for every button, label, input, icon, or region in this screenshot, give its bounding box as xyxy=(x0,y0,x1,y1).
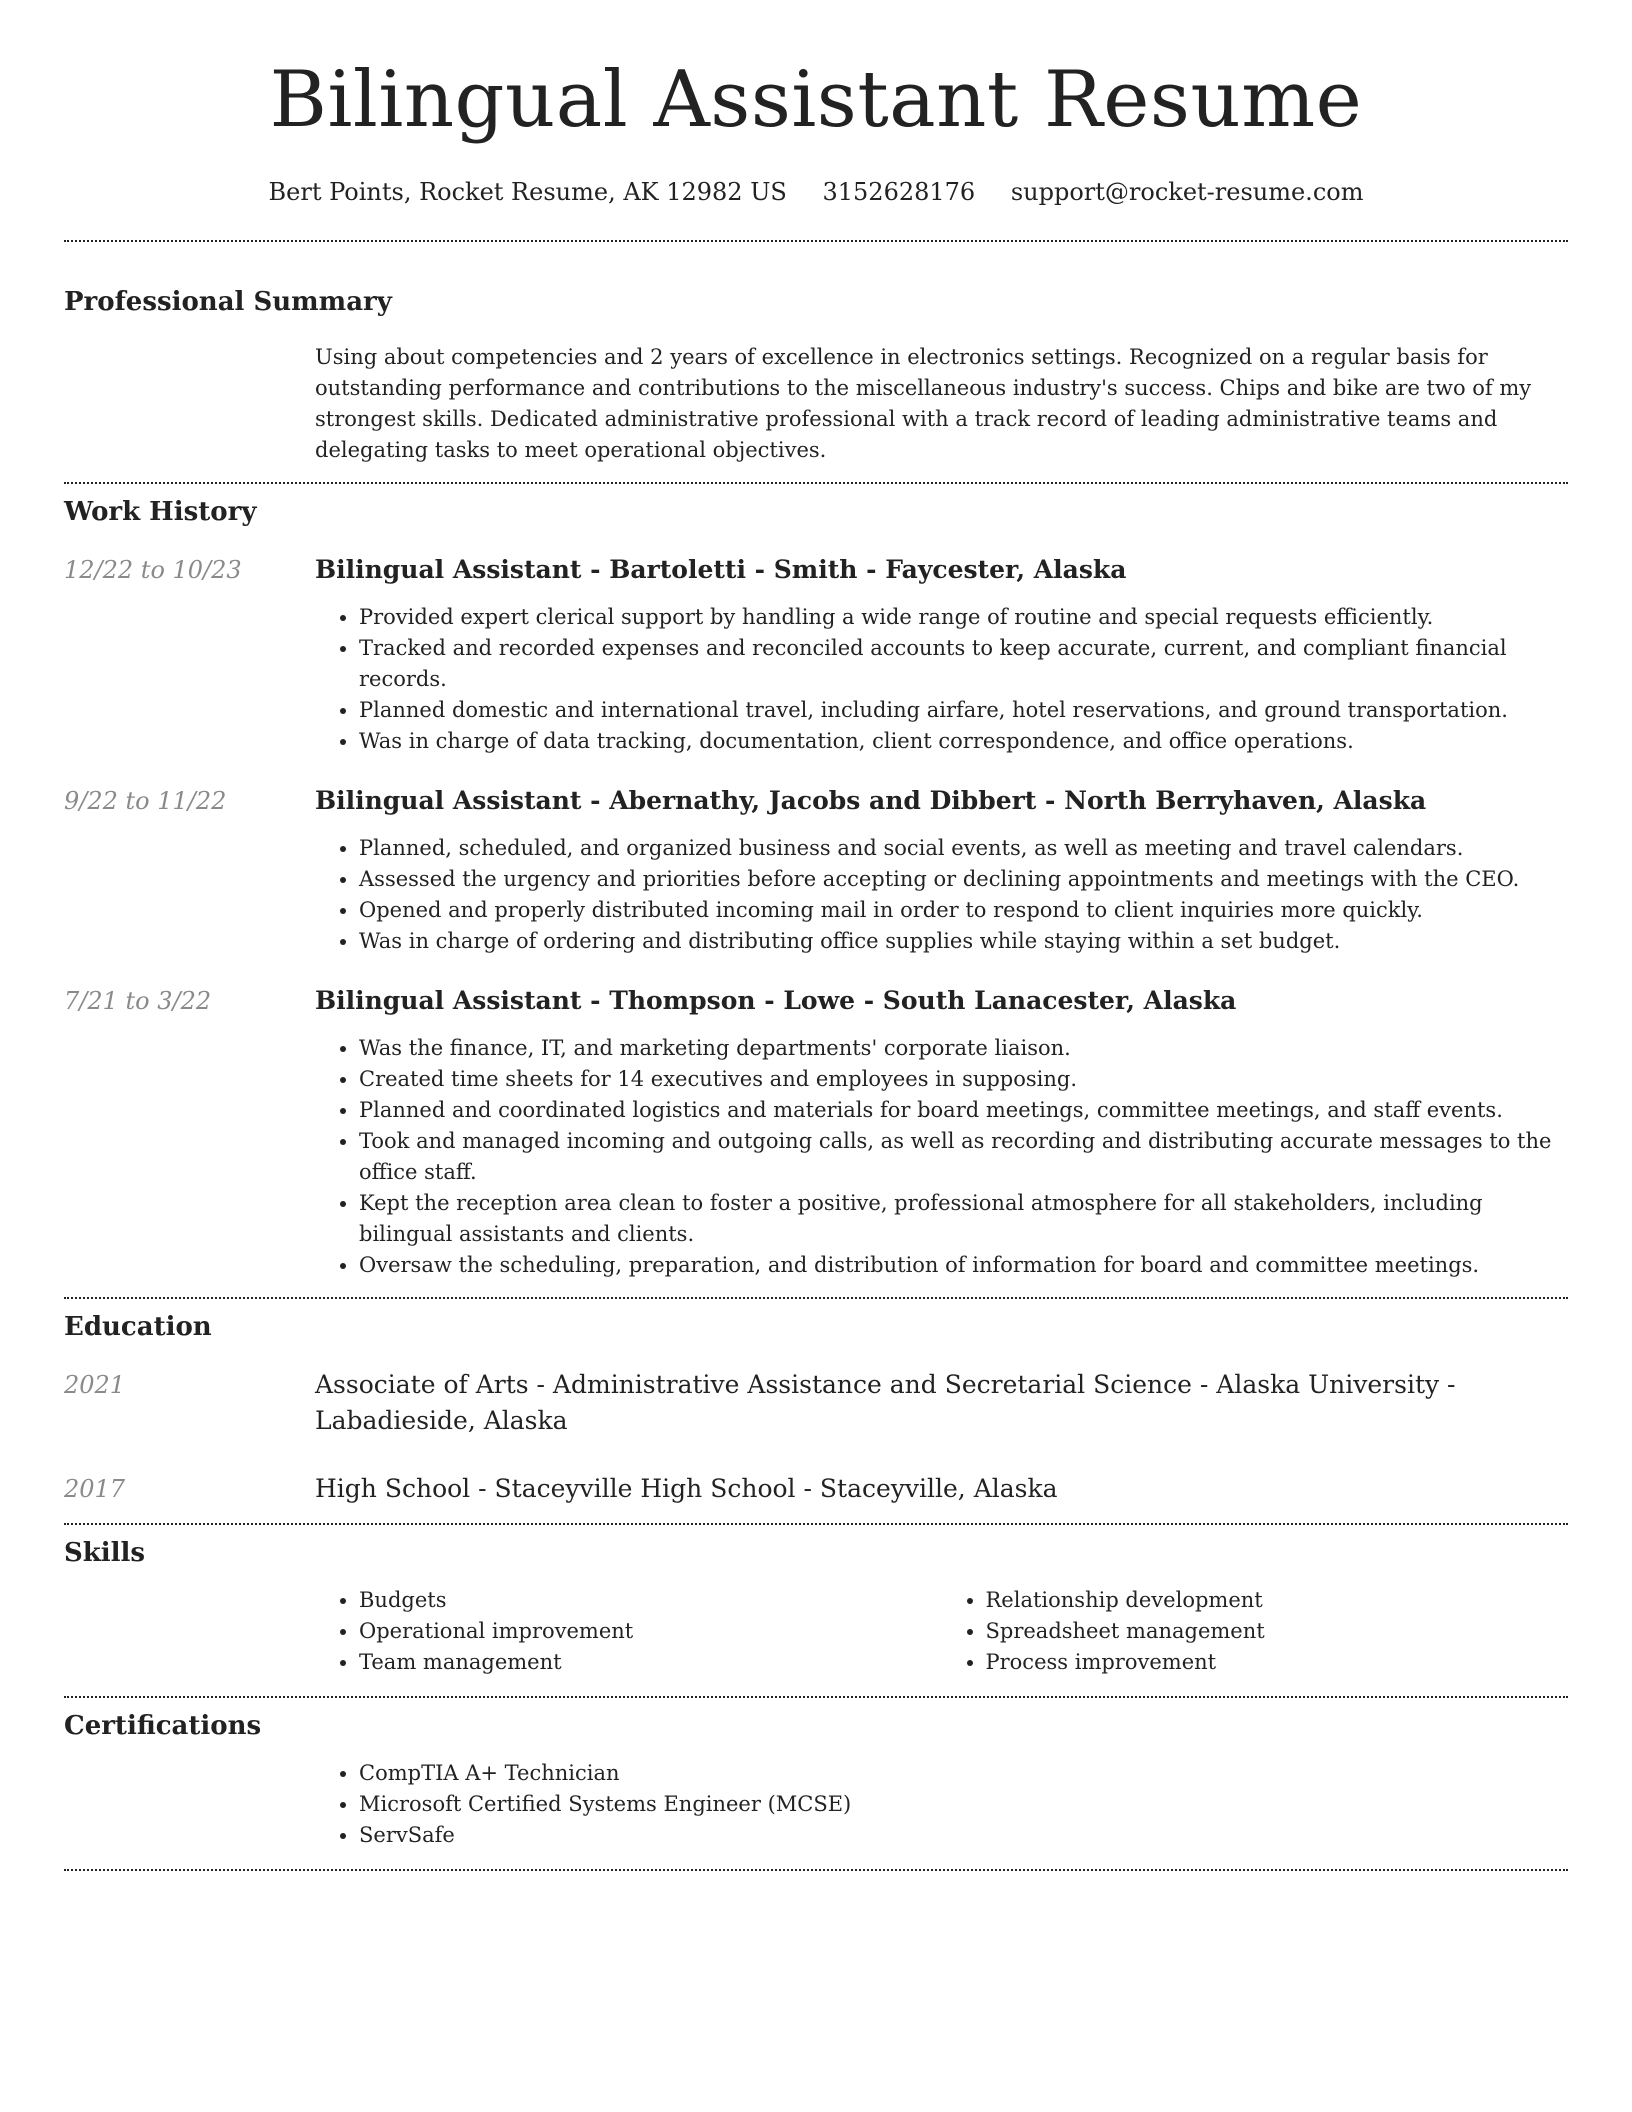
list-item: • Provided expert clerical support by handling a wide range of routine and special requests efficiently. xyxy=(359,602,1568,633)
contact-address: Bert Points, Rocket Resume, AK 12982 US xyxy=(268,178,787,206)
job-bullets xyxy=(315,602,1568,757)
list-item: • Was in charge of ordering and distributing office supplies while staying within a set budget. xyxy=(359,926,1568,957)
skill-item: • Operational improvement xyxy=(359,1616,942,1647)
skills-heading: Skills xyxy=(64,1538,146,1568)
job-title: Bilingual Assistant - Bartoletti - Smith - Faycester, Alaska xyxy=(315,555,1127,584)
list-item: • Assessed the urgency and priorities before accepting or declining appointments and meetings with the CEO. xyxy=(359,864,1568,895)
list-item: • Was the finance, IT, and marketing departments' corporate liaison. xyxy=(359,1033,1568,1064)
list-item: • Took and managed incoming and outgoing calls, as well as recording and distributing accurate messages to the office staff. xyxy=(359,1126,1568,1188)
school: - Staceyville High School - Staceyville, Alaska xyxy=(470,1474,1058,1503)
list-item: • Planned domestic and international travel, including airfare, hotel reservations, and ground transportation. xyxy=(359,695,1568,726)
education-title xyxy=(315,1367,1568,1439)
skills-section xyxy=(64,1525,1568,1678)
list-item: • Tracked and recorded expenses and reconciled accounts to keep accurate, current, and compliant financial records. xyxy=(359,633,1568,695)
job-entry xyxy=(64,783,1568,957)
education-year: 2017 xyxy=(64,1475,126,1503)
job-bullets xyxy=(315,1033,1568,1281)
job-title: Bilingual Assistant - Thompson - Lowe - South Lanacester, Alaska xyxy=(315,986,1237,1015)
work-history-heading: Work History xyxy=(64,497,257,527)
education-entry xyxy=(64,1471,1568,1507)
certifications-section xyxy=(64,1698,1568,1851)
list-item: • Planned, scheduled, and organized business and social events, as well as meeting and travel calendars. xyxy=(359,833,1568,864)
skill-item: • Process improvement xyxy=(986,1647,1569,1678)
list-item: • Opened and properly distributed incoming mail in order to respond to client inquiries more quickly. xyxy=(359,895,1568,926)
list-item: • Created time sheets for 14 executives and employees in supposing. xyxy=(359,1064,1568,1095)
list-item: • Oversaw the scheduling, preparation, and distribution of information for board and committee meetings. xyxy=(359,1250,1568,1281)
contact-phone: 3152628176 xyxy=(822,178,976,206)
job-dates: 7/21 to 3/22 xyxy=(64,987,212,1015)
education-heading: Education xyxy=(64,1312,212,1342)
work-history-section xyxy=(64,484,1568,1281)
education-title xyxy=(315,1471,1568,1507)
education-section xyxy=(64,1299,1568,1507)
job-bullets xyxy=(315,833,1568,957)
summary-heading: Professional Summary xyxy=(64,287,392,317)
certification-item: • ServSafe xyxy=(359,1820,1568,1851)
certification-item: • CompTIA A+ Technician xyxy=(359,1758,1568,1789)
job-title: Bilingual Assistant - Abernathy, Jacobs and Dibbert - North Berryhaven, Alaska xyxy=(315,786,1427,815)
skills-list-right xyxy=(942,1585,1569,1678)
list-item: • Kept the reception area clean to foster a positive, professional atmosphere for all stakeholders, including bilingual assistants and clients. xyxy=(359,1188,1568,1250)
resume-title: Bilingual Assistant Resume xyxy=(269,55,1363,145)
skill-item: • Relationship development xyxy=(986,1585,1569,1616)
contact-email: support@rocket-resume.com xyxy=(1010,178,1364,206)
skills-list-left xyxy=(315,1585,942,1678)
skill-item: • Spreadsheet management xyxy=(986,1616,1569,1647)
list-item: • Was in charge of data tracking, documentation, client correspondence, and office operations. xyxy=(359,726,1568,757)
certifications-list xyxy=(315,1758,1568,1851)
skill-item: • Budgets xyxy=(359,1585,942,1616)
school: - Alaska University - Labadieside, Alaska xyxy=(315,1370,1456,1435)
certification-item: • Microsoft Certified Systems Engineer (MCSE) xyxy=(359,1789,1568,1820)
job-dates: 12/22 to 10/23 xyxy=(64,556,242,584)
education-entry xyxy=(64,1367,1568,1439)
education-year: 2021 xyxy=(64,1371,126,1399)
contact-line xyxy=(64,176,1568,208)
degree: High School xyxy=(315,1474,471,1503)
divider xyxy=(64,1869,1568,1871)
list-item: • Planned and coordinated logistics and materials for board meetings, committee meetings, and staff events. xyxy=(359,1095,1568,1126)
certifications-heading: Certifications xyxy=(64,1711,262,1741)
summary-section xyxy=(64,242,1568,466)
skill-item: • Team management xyxy=(359,1647,942,1678)
job-entry xyxy=(64,552,1568,757)
summary-text: Using about competencies and 2 years of excellence in electronics settings. Recognized on a regular basis for outstanding performance and contributions to the miscellaneous industry's success. Chips and bike are two of my strongest skills. Dedicated administrative professional with a track record of leading administrative teams and delegating tasks to meet operational objectives. xyxy=(315,345,1532,462)
job-entry xyxy=(64,983,1568,1281)
degree: Associate of Arts - Administrative Assistance and Secretarial Science xyxy=(315,1370,1192,1399)
resume-page xyxy=(64,0,1568,1871)
job-dates: 9/22 to 11/22 xyxy=(64,787,227,815)
